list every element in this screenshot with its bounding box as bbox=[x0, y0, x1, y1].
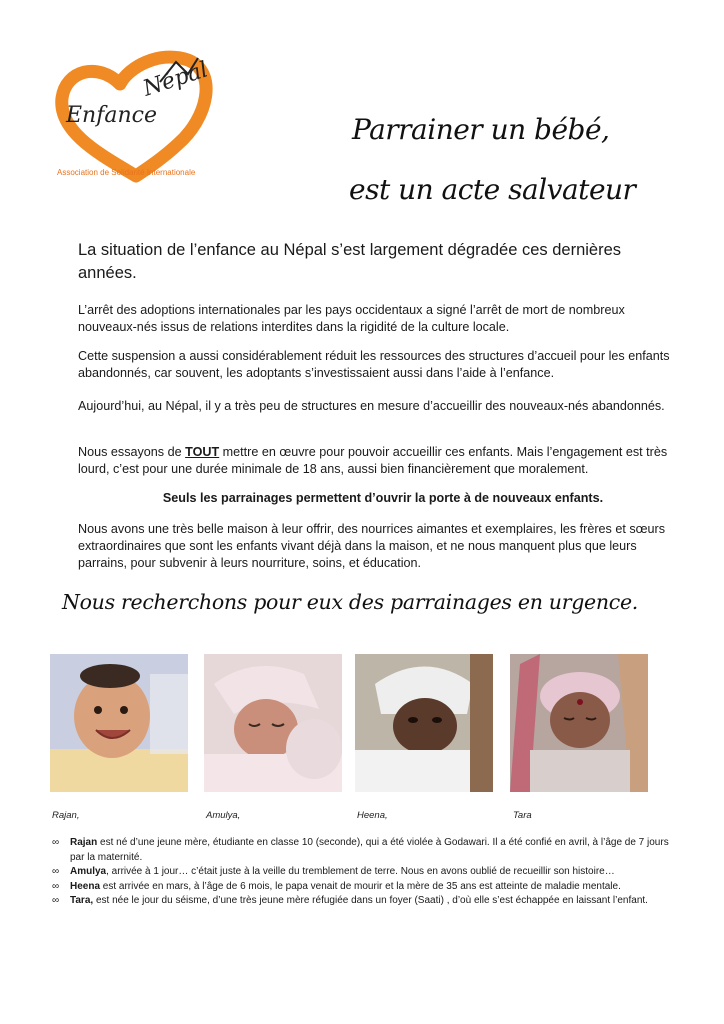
logo-word-nepal: Népal bbox=[140, 57, 212, 102]
caption-tara: Tara bbox=[513, 810, 532, 821]
infinity-bullet-icon: ∞ bbox=[52, 880, 60, 892]
p4-emphasis: TOUT bbox=[185, 445, 220, 459]
list-item bbox=[52, 865, 677, 880]
list-item bbox=[52, 836, 677, 865]
child-name: Amulya bbox=[70, 866, 107, 877]
child-description: est arrivée en mars, à l’âge de 6 mois, le papa venait de mourir et la mère de 35 ans est atteinte de maladie mentale. bbox=[100, 880, 621, 892]
photo-rajan bbox=[50, 654, 188, 792]
paragraph-parrainages-bold: Seuls les parrainages permettent d’ouvrir la porte à de nouveaux enfants. bbox=[162, 491, 604, 505]
caption-amulya: Amulya, bbox=[206, 810, 241, 821]
infinity-bullet-icon: ∞ bbox=[52, 866, 60, 877]
p4-before: Nous essayons de bbox=[78, 445, 186, 459]
list-item bbox=[52, 880, 677, 895]
child-name: Heena bbox=[70, 880, 101, 892]
logo-word-enfance: Enfance bbox=[66, 103, 157, 128]
page-title bbox=[349, 100, 636, 220]
baby-photo-icon bbox=[204, 654, 342, 792]
lead-paragraph: La situation de l’enfance au Népal s’est largement dégradée ces dernières années. bbox=[78, 241, 622, 282]
child-description: est née le jour du séisme, d’une très jeune mère réfugiée dans un foyer (Saati) , d’où elle s’est échappée en laissant l’enfant. bbox=[93, 895, 648, 906]
list-item bbox=[52, 894, 677, 909]
paragraph-structures: Aujourd’hui, au Népal, il y a très peu de structures en mesure d’accueillir des nouveaux-nés abandonnés. bbox=[78, 399, 665, 413]
child-description: est né d’une jeune mère, étudiante en classe 10 (seconde), qui a été violée à Godawari. Il a été confié en avril, à l’âge de 7 jours par la maternité. bbox=[70, 837, 669, 863]
photo-tara bbox=[510, 654, 648, 792]
infinity-bullet-icon: ∞ bbox=[52, 837, 60, 848]
baby-photo-icon bbox=[510, 654, 648, 792]
section-subtitle: Nous recherchons pour eux des parrainages en urgence. bbox=[62, 590, 638, 614]
photo-heena bbox=[355, 654, 493, 792]
children-list bbox=[52, 836, 677, 909]
child-name: Tara, bbox=[70, 895, 94, 906]
logo-caption: Association de Solidarité Internationale bbox=[57, 168, 196, 177]
paragraph-suspension: Cette suspension a aussi considérablement réduit les ressources des structures d’accueil pour les enfants abandonnés, car souvent, les adoptants s’investissaient aussi dans l’aide à l’enfance. bbox=[78, 349, 670, 380]
caption-rajan: Rajan, bbox=[52, 810, 80, 821]
heart-logo-icon bbox=[48, 48, 223, 188]
caption-heena: Heena, bbox=[357, 810, 388, 821]
child-name: Rajan bbox=[70, 837, 98, 848]
paragraph-engagement bbox=[78, 444, 678, 478]
photo-amulya bbox=[204, 654, 342, 792]
paragraph-adoptions: L’arrêt des adoptions internationales par les pays occidentaux a signé l’arrêt de mort de nombreux nouveaux-nés issus de relations interdites dans la rigidité de la culture locale. bbox=[78, 303, 625, 334]
baby-photo-icon bbox=[50, 654, 188, 792]
child-description: , arrivée à 1 jour… c’était juste à la veille du tremblement de terre. Nous en avons oublié de recueillir son histoire… bbox=[106, 866, 615, 877]
paragraph-maison: Nous avons une très belle maison à leur offrir, des nourrices aimantes et exemplaires, les frères et sœurs extraordinaires que sont les enfants vivant déjà dans la maison, et ne nous manquent plus que leurs parrains, pour subvenir à leurs nourriture, soins, et éducation. bbox=[78, 522, 666, 570]
title-line-2: est un acte salvateur bbox=[349, 173, 636, 206]
association-logo bbox=[48, 48, 223, 188]
infinity-bullet-icon: ∞ bbox=[52, 895, 60, 906]
baby-photo-icon bbox=[355, 654, 493, 792]
title-line-1: Parrainer un bébé, bbox=[352, 113, 610, 146]
p4-after: mettre en œuvre pour pouvoir accueillir ces enfants. Mais l’engagement est très lourd, c’est pour une durée minimale de 18 ans, aussi bien financièrement que moralement. bbox=[78, 445, 668, 476]
